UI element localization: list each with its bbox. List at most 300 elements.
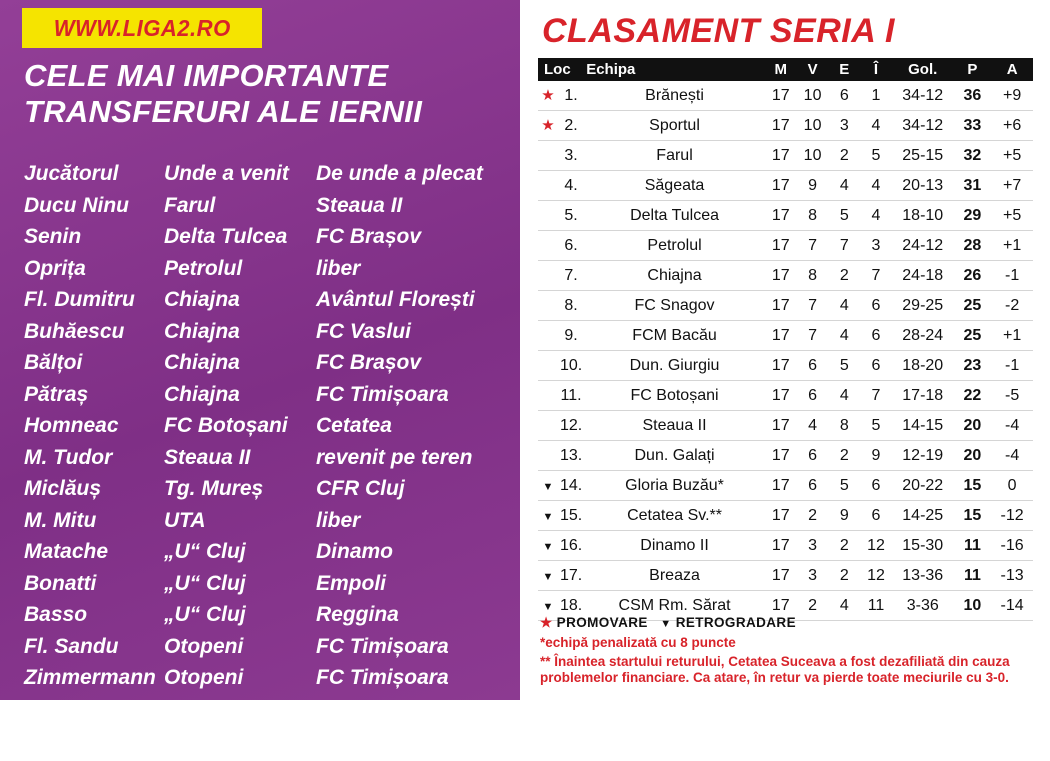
row-played: 17 (765, 231, 797, 261)
row-marker (538, 321, 558, 351)
transfer-player: Basso (24, 603, 88, 626)
row-diff: -14 (991, 591, 1033, 621)
row-marker (538, 171, 558, 201)
row-lost: 9 (860, 441, 892, 471)
row-position: 6. (558, 231, 584, 261)
transfer-player: Bonatti (24, 571, 97, 595)
transfer-from: Steaua II (316, 193, 403, 217)
row-team: Dun. Giurgiu (584, 351, 765, 381)
row-draw: 7 (828, 231, 860, 261)
relegation-triangle-icon: ▼ (538, 591, 558, 621)
col-header-e: E (828, 58, 860, 81)
row-draw: 8 (828, 411, 860, 441)
row-team: Gloria Buzău* (584, 471, 765, 501)
row-diff: +1 (991, 231, 1033, 261)
row-won: 8 (797, 261, 829, 291)
table-row (24, 540, 502, 572)
transfer-to: Chiajna (164, 319, 240, 343)
standings-panel (520, 0, 1050, 700)
transfer-from: FC Timișoara (316, 666, 449, 689)
transfer-from: FC Brașov (316, 351, 422, 374)
transfer-from: liber (316, 256, 361, 280)
transfer-player: Fl. Dumitru (24, 288, 135, 311)
transfer-player: Ducu Ninu (24, 193, 129, 217)
legend-note-two: ** Înaintea startului returului, Cetatea Suceava a fost dezafiliată din cauza problemelor financiare. Ca atare, în retur va pierde toate meciurile cu 3-0. (540, 654, 1010, 685)
row-lost: 11 (860, 591, 892, 621)
relegation-triangle-icon: ▼ (538, 531, 558, 561)
row-team: Breaza (584, 561, 765, 591)
row-played: 17 (765, 501, 797, 531)
row-team: Săgeata (584, 171, 765, 201)
table-row (24, 698, 502, 730)
transfer-to: Tg. Mureș (164, 477, 264, 500)
row-won: 6 (797, 471, 829, 501)
table-row (24, 257, 502, 289)
row-played: 17 (765, 321, 797, 351)
transfer-from: CFR Cluj (316, 697, 405, 721)
row-won: 7 (797, 231, 829, 261)
col-header-gol: Gol. (892, 58, 954, 81)
row-goals: 24-18 (892, 261, 954, 291)
row-goals: 12-19 (892, 441, 954, 471)
row-won: 10 (797, 81, 829, 111)
row-draw: 2 (828, 261, 860, 291)
table-row (24, 288, 502, 320)
transfer-from: Empoli (316, 571, 387, 595)
row-won: 10 (797, 111, 829, 141)
transfers-header-to: Unde a venit (164, 162, 289, 185)
row-goals: 20-13 (892, 171, 954, 201)
transfer-to: „U“ Cluj (164, 571, 246, 595)
row-draw: 2 (828, 141, 860, 171)
row-points: 11 (954, 561, 992, 591)
row-points: 32 (954, 141, 992, 171)
row-goals: 34-12 (892, 111, 954, 141)
row-marker (538, 291, 558, 321)
row-team: Farul (584, 141, 765, 171)
transfer-to: UTA (164, 508, 206, 532)
panel-divider (520, 0, 523, 700)
col-header-p: P (954, 58, 992, 81)
table-row (538, 231, 1033, 261)
legend-promovare-label: PROMOVARE (556, 615, 648, 630)
row-draw: 5 (828, 351, 860, 381)
row-played: 17 (765, 81, 797, 111)
row-won: 6 (797, 381, 829, 411)
transfer-to: Arieșul (164, 697, 236, 721)
table-row (538, 351, 1033, 381)
relegation-triangle-icon: ▼ (538, 471, 558, 501)
table-row (24, 603, 502, 635)
row-goals: 25-15 (892, 141, 954, 171)
table-row (538, 111, 1033, 141)
row-draw: 2 (828, 561, 860, 591)
row-played: 17 (765, 531, 797, 561)
transfer-from: FC Timișoara (316, 382, 449, 406)
row-lost: 6 (860, 501, 892, 531)
row-draw: 4 (828, 591, 860, 621)
table-row (538, 201, 1033, 231)
row-diff: -2 (991, 291, 1033, 321)
row-position: 17. (558, 561, 584, 591)
row-draw: 5 (828, 471, 860, 501)
row-diff: -13 (991, 561, 1033, 591)
standings-body (538, 81, 1033, 621)
row-team: Dun. Galați (584, 441, 765, 471)
transfer-player: Zimmermann (24, 666, 156, 689)
row-marker (538, 381, 558, 411)
row-diff: -16 (991, 531, 1033, 561)
table-row (24, 351, 502, 383)
row-played: 17 (765, 471, 797, 501)
row-marker (538, 201, 558, 231)
transfers-panel (0, 0, 520, 752)
transfer-to: Otopeni (164, 666, 244, 689)
row-won: 6 (797, 441, 829, 471)
row-goals: 15-30 (892, 531, 954, 561)
row-diff: +5 (991, 201, 1033, 231)
promotion-star-icon: ★ (538, 111, 558, 141)
row-played: 17 (765, 201, 797, 231)
row-team: Sportul (584, 111, 765, 141)
col-header-a: A (991, 58, 1033, 81)
table-row (538, 441, 1033, 471)
row-lost: 5 (860, 411, 892, 441)
transfers-table (24, 162, 502, 761)
table-row (24, 666, 502, 698)
row-won: 2 (797, 591, 829, 621)
row-draw: 2 (828, 531, 860, 561)
website-url-text: WWW.LIGA2.RO (53, 14, 231, 41)
row-position: 1. (558, 81, 584, 111)
row-points: 36 (954, 81, 992, 111)
row-lost: 6 (860, 291, 892, 321)
row-draw: 3 (828, 111, 860, 141)
row-diff: +9 (991, 81, 1033, 111)
row-lost: 6 (860, 471, 892, 501)
table-row (538, 411, 1033, 441)
row-position: 9. (558, 321, 584, 351)
row-team: Steaua II (584, 411, 765, 441)
table-row (24, 194, 502, 226)
transfer-player: Senin (24, 225, 82, 248)
row-diff: +6 (991, 111, 1033, 141)
transfer-from: FC Vaslui (316, 319, 411, 343)
row-won: 7 (797, 291, 829, 321)
table-row (538, 381, 1033, 411)
legend-note-one: *echipă penalizată cu 8 puncte (540, 635, 736, 650)
table-row (24, 414, 502, 446)
row-lost: 6 (860, 321, 892, 351)
page-title: CLASAMENT SERIA I (542, 12, 895, 50)
row-diff: -4 (991, 441, 1033, 471)
transfer-player: D. Toma (24, 697, 107, 721)
row-won: 3 (797, 561, 829, 591)
transfer-player: Bălțoi (24, 351, 83, 374)
row-won: 6 (797, 351, 829, 381)
row-position: 5. (558, 201, 584, 231)
row-points: 11 (954, 531, 992, 561)
row-lost: 12 (860, 531, 892, 561)
transfer-to: Chiajna (164, 288, 240, 311)
row-team: Petrolul (584, 231, 765, 261)
row-won: 7 (797, 321, 829, 351)
row-played: 17 (765, 561, 797, 591)
row-points: 15 (954, 471, 992, 501)
table-row (24, 225, 502, 257)
row-position: 2. (558, 111, 584, 141)
row-diff: -5 (991, 381, 1033, 411)
row-goals: 14-25 (892, 501, 954, 531)
row-team: Delta Tulcea (584, 201, 765, 231)
transfers-header-from: De unde a plecat (316, 162, 483, 185)
row-draw: 4 (828, 381, 860, 411)
transfer-from: revenit pe teren (316, 445, 473, 469)
table-row (24, 477, 502, 509)
transfer-from: Dinamo (316, 540, 394, 563)
table-row (538, 141, 1033, 171)
standings-header (538, 58, 1033, 81)
row-played: 17 (765, 141, 797, 171)
row-diff: +5 (991, 141, 1033, 171)
row-team: CSM Rm. Sărat (584, 591, 765, 621)
transfer-player: Homneac (24, 414, 119, 437)
transfer-player: Matache (24, 540, 109, 563)
row-diff: +1 (991, 321, 1033, 351)
row-won: 9 (797, 171, 829, 201)
row-goals: 14-15 (892, 411, 954, 441)
row-points: 20 (954, 441, 992, 471)
row-diff: -1 (991, 351, 1033, 381)
row-lost: 4 (860, 111, 892, 141)
row-diff: -12 (991, 501, 1033, 531)
table-row (24, 509, 502, 541)
row-points: 22 (954, 381, 992, 411)
transfer-player: Pătraș (24, 382, 89, 406)
row-goals: 34-12 (892, 81, 954, 111)
row-points: 29 (954, 201, 992, 231)
row-diff: -4 (991, 411, 1033, 441)
row-position: 4. (558, 171, 584, 201)
row-points: 28 (954, 231, 992, 261)
transfer-to: „U“ Cluj (164, 603, 246, 626)
transfer-to: Chiajna (164, 351, 240, 374)
row-position: 15. (558, 501, 584, 531)
row-lost: 3 (860, 231, 892, 261)
row-diff: 0 (991, 471, 1033, 501)
transfer-from: Reggina (316, 603, 399, 626)
row-position: 7. (558, 261, 584, 291)
transfer-from: FC Timișoara (316, 634, 449, 658)
transfer-from: Cetatea (316, 414, 392, 437)
legend-retrogradare-label: RETROGRADARE (675, 615, 796, 630)
table-row (24, 383, 502, 415)
row-won: 10 (797, 141, 829, 171)
row-position: 11. (558, 381, 584, 411)
row-points: 15 (954, 501, 992, 531)
row-draw: 9 (828, 501, 860, 531)
row-lost: 7 (860, 261, 892, 291)
row-draw: 4 (828, 291, 860, 321)
row-goals: 18-10 (892, 201, 954, 231)
standings-table (538, 58, 1033, 621)
row-played: 17 (765, 111, 797, 141)
row-won: 3 (797, 531, 829, 561)
row-goals: 29-25 (892, 291, 954, 321)
transfer-to: FC Botoșani (164, 414, 288, 437)
table-row (538, 471, 1033, 501)
col-header-i: Î (860, 58, 892, 81)
row-goals: 17-18 (892, 381, 954, 411)
transfer-from: FCM Tg. Mureș (316, 729, 467, 752)
transfers-header-player: Jucătorul (24, 162, 119, 185)
transfer-player: Gheju (24, 729, 84, 752)
transfer-player: Miclăuș (24, 477, 102, 500)
transfer-from: FC Brașov (316, 225, 422, 248)
row-points: 10 (954, 591, 992, 621)
transfer-to: Steaua II (164, 445, 251, 469)
transfers-headline: CELE MAI IMPORTANTE TRANSFERURI ALE IERNII (24, 58, 423, 129)
row-goals: 20-22 (892, 471, 954, 501)
transfer-player: Buhăescu (24, 319, 125, 343)
row-draw: 4 (828, 171, 860, 201)
row-points: 33 (954, 111, 992, 141)
row-played: 17 (765, 381, 797, 411)
row-draw: 6 (828, 81, 860, 111)
row-points: 23 (954, 351, 992, 381)
relegation-triangle-icon: ▼ (538, 501, 558, 531)
transfer-from: Avântul Florești (316, 288, 475, 311)
row-lost: 4 (860, 171, 892, 201)
col-header-team: Echipa (584, 58, 765, 81)
row-points: 31 (954, 171, 992, 201)
row-draw: 2 (828, 441, 860, 471)
row-marker (538, 411, 558, 441)
transfer-player: Fl. Sandu (24, 634, 119, 658)
promotion-star-icon: ★ (538, 81, 558, 111)
row-marker (538, 231, 558, 261)
row-played: 17 (765, 171, 797, 201)
retrogradare-triangle-icon: ▼ (660, 618, 672, 630)
transfer-to: Otopeni (164, 634, 244, 658)
row-marker (538, 261, 558, 291)
row-position: 18. (558, 591, 584, 621)
row-draw: 5 (828, 201, 860, 231)
row-team: FC Botoșani (584, 381, 765, 411)
transfer-to: Farul (164, 193, 216, 217)
transfer-player: Oprița (24, 256, 86, 280)
row-team: Brănești (584, 81, 765, 111)
transfer-from: liber (316, 508, 361, 532)
row-marker (538, 441, 558, 471)
transfer-to: „U“ Cluj (164, 540, 246, 563)
row-team: Chiajna (584, 261, 765, 291)
row-lost: 7 (860, 381, 892, 411)
transfer-to: Chiajna (164, 382, 240, 406)
table-row (538, 291, 1033, 321)
transfer-player: M. Mitu (24, 508, 97, 532)
row-draw: 4 (828, 321, 860, 351)
promovare-star-icon: ★ (540, 615, 553, 630)
row-lost: 5 (860, 141, 892, 171)
table-row (538, 261, 1033, 291)
transfer-to: Delta Tulcea (164, 225, 288, 248)
row-goals: 24-12 (892, 231, 954, 261)
table-row (538, 561, 1033, 591)
table-row (538, 81, 1033, 111)
legend-symbols (540, 615, 1040, 631)
row-played: 17 (765, 261, 797, 291)
row-points: 25 (954, 291, 992, 321)
row-diff: -1 (991, 261, 1033, 291)
row-points: 26 (954, 261, 992, 291)
table-row (24, 729, 502, 761)
row-position: 3. (558, 141, 584, 171)
row-goals: 18-20 (892, 351, 954, 381)
row-position: 8. (558, 291, 584, 321)
row-lost: 12 (860, 561, 892, 591)
row-played: 17 (765, 291, 797, 321)
row-position: 14. (558, 471, 584, 501)
transfer-to: Covaci (164, 729, 233, 752)
row-marker (538, 141, 558, 171)
row-won: 8 (797, 201, 829, 231)
table-row (538, 531, 1033, 561)
transfer-from: CFR Cluj (316, 477, 405, 500)
row-goals: 28-24 (892, 321, 954, 351)
col-header-m: M (765, 58, 797, 81)
table-row (538, 501, 1033, 531)
row-position: 12. (558, 411, 584, 441)
row-diff: +7 (991, 171, 1033, 201)
standings-legend (540, 615, 1040, 686)
row-team: FC Snagov (584, 291, 765, 321)
row-team: Dinamo II (584, 531, 765, 561)
row-lost: 1 (860, 81, 892, 111)
row-goals: 13-36 (892, 561, 954, 591)
row-lost: 4 (860, 201, 892, 231)
row-played: 17 (765, 441, 797, 471)
table-row (24, 446, 502, 478)
table-row (24, 572, 502, 604)
row-marker (538, 351, 558, 381)
row-played: 17 (765, 411, 797, 441)
col-header-v: V (797, 58, 829, 81)
row-played: 17 (765, 351, 797, 381)
row-team: Cetatea Sv.** (584, 501, 765, 531)
table-row (538, 321, 1033, 351)
row-won: 2 (797, 501, 829, 531)
row-played: 17 (765, 591, 797, 621)
row-points: 25 (954, 321, 992, 351)
row-lost: 6 (860, 351, 892, 381)
transfers-header-row (24, 162, 502, 194)
website-url-badge[interactable] (22, 8, 262, 48)
table-row (24, 635, 502, 667)
table-row (24, 320, 502, 352)
row-team: FCM Bacău (584, 321, 765, 351)
relegation-triangle-icon: ▼ (538, 561, 558, 591)
row-points: 20 (954, 411, 992, 441)
col-header-loc: Loc (538, 58, 584, 81)
transfer-to: Petrolul (164, 256, 243, 280)
row-position: 16. (558, 531, 584, 561)
row-position: 13. (558, 441, 584, 471)
row-position: 10. (558, 351, 584, 381)
transfer-player: M. Tudor (24, 445, 113, 469)
row-won: 4 (797, 411, 829, 441)
row-goals: 3-36 (892, 591, 954, 621)
